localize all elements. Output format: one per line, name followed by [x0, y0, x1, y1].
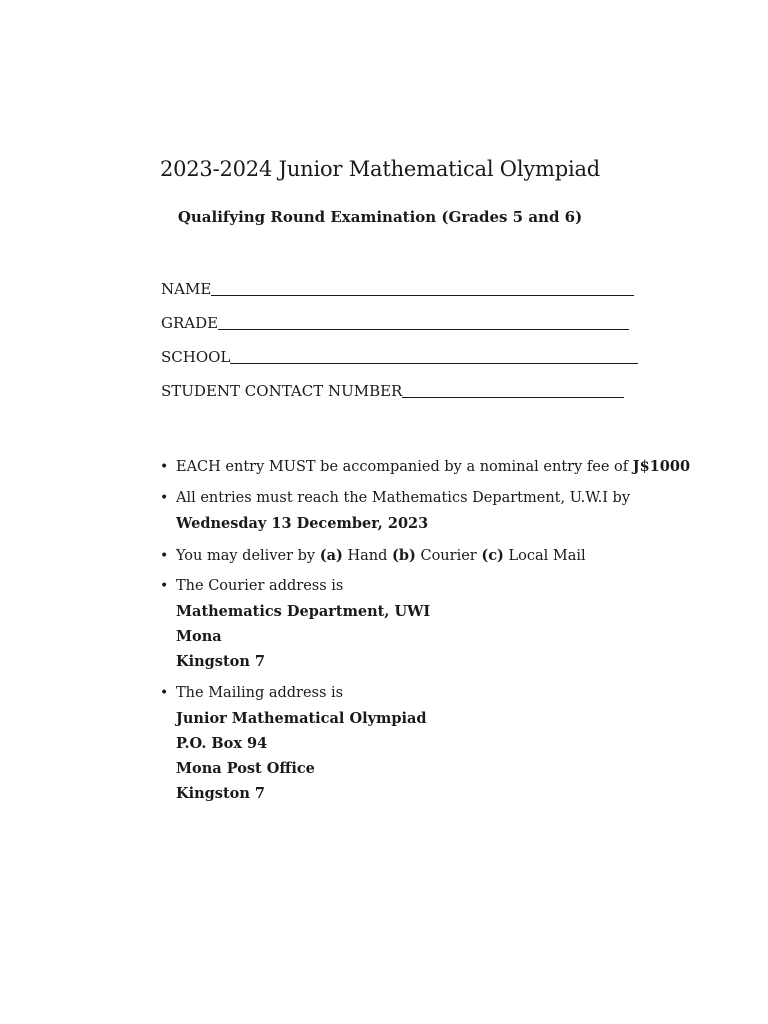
- entry-fee-text: EACH entry MUST be accompanied by a nominal entry fee of J$1000: [176, 458, 691, 475]
- deadline-text: All entries must reach the Mathematics Department, U.W.I by: [176, 490, 631, 506]
- mailing-address-intro: The Mailing address is: [176, 685, 344, 701]
- mailing-address-line: Mona Post Office: [176, 760, 315, 777]
- grade-field[interactable]: [161, 315, 629, 332]
- courier-address-intro: The Courier address is: [176, 578, 344, 594]
- grade-blank-line[interactable]: [218, 315, 629, 330]
- contact-blank-line[interactable]: [402, 383, 624, 398]
- bullet-mailing-address: [160, 681, 427, 806]
- bullet-dot-icon: •: [160, 685, 169, 701]
- bullet-courier-address: [160, 574, 430, 674]
- bullet-deadline: [160, 486, 630, 536]
- bullet-dot-icon: •: [160, 578, 169, 594]
- courier-address-line: Kingston 7: [176, 653, 266, 670]
- courier-address-line: Mathematics Department, UWI: [176, 603, 431, 620]
- contact-label: STUDENT CONTACT NUMBER: [161, 382, 403, 400]
- bullet-dot-icon: •: [160, 459, 169, 475]
- bullet-entry-fee: [160, 454, 690, 480]
- entry-fee-amount: J$1000: [632, 458, 691, 475]
- mailing-address-line: P.O. Box 94: [176, 735, 268, 752]
- mailing-address-line: Kingston 7: [176, 785, 266, 802]
- bullet-delivery: [160, 543, 586, 569]
- school-field[interactable]: [161, 349, 638, 366]
- bullet-dot-icon: •: [160, 548, 169, 564]
- name-blank-line[interactable]: [211, 281, 634, 296]
- school-blank-line[interactable]: [230, 349, 638, 364]
- bullet-dot-icon: •: [160, 490, 169, 506]
- deadline-date: Wednesday 13 December, 2023: [176, 515, 429, 532]
- document-title: 2023-2024 Junior Mathematical Olympiad: [159, 157, 601, 181]
- school-label: SCHOOL: [161, 348, 231, 366]
- name-field[interactable]: [161, 281, 634, 298]
- delivery-text: You may deliver by (a) Hand (b) Courier (c) Local Mail: [176, 547, 586, 564]
- mailing-address-line: Junior Mathematical Olympiad: [176, 710, 427, 727]
- grade-label: GRADE: [161, 314, 219, 332]
- courier-address-line: Mona: [176, 628, 222, 645]
- name-label: NAME: [161, 280, 212, 298]
- document-subtitle: Qualifying Round Examination (Grades 5 and 6): [177, 208, 583, 226]
- contact-field[interactable]: [161, 383, 624, 400]
